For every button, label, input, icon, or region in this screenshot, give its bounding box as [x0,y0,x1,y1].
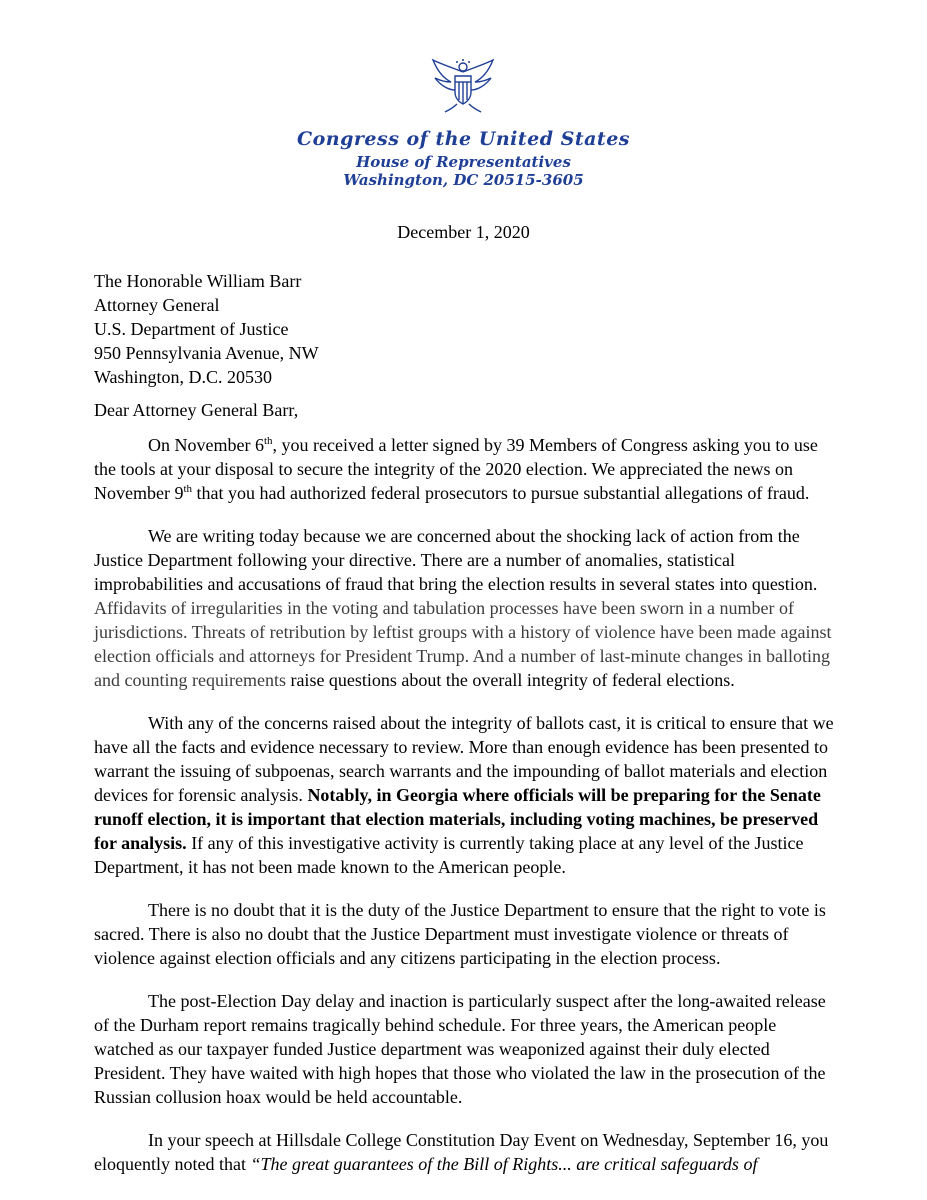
recipient-address [94,269,319,389]
letterhead-congress: Congress of the United States [297,128,630,150]
letter-date: December 1, 2020 [397,222,530,242]
paragraph-6: In your speech at Hillsdale College Constitution Day Event on Wednesday, September 16, you eloquently noted that “The great guarantees of the Bill of Rights... are critical safeguards of [94,1130,829,1174]
paragraph-3: With any of the concerns raised about the integrity of ballots cast, it is critical to ensure that we have all the facts and evidence necessary to review. More than enough evidence has been presented to warrant the issuing of subpoenas, search warrants and the impounding of ballot materials and election devices for forensic analysis. Notably, in Georgia where officials will be preparing for the Senate runoff election, it is important that election materials, including voting machines, be preserved for analysis. If any of this investigative activity is currently taking place at any level of the Justice Department, it has not been made known to the American people. [94,713,834,877]
recipient-name: The Honorable William Barr [94,271,302,291]
recipient-street: 950 Pennsylvania Avenue, NW [94,343,319,363]
recipient-title: Attorney General [94,295,220,315]
salutation: Dear Attorney General Barr, [94,400,299,420]
letter-body [94,433,838,1195]
quote-italic: “The great guarantees of the Bill of Rights... are critical safeguards of [250,1154,758,1174]
recipient-department: U.S. Department of Justice [94,319,289,339]
paragraph-1: On November 6th, you received a letter signed by 39 Members of Congress asking you to use the tools at your disposal to secure the integrity of the 2020 election. We appreciated the news on November 9th that you had authorized federal prosecutors to pursue substantial allegations of fraud. [94,435,818,503]
eagle-seal-icon [431,58,495,114]
letterhead-house: House of Representatives [356,153,571,171]
recipient-city: Washington, D.C. 20530 [94,367,273,387]
letterhead-address: Washington, DC 20515-3605 [343,171,584,189]
paragraph-5: The post-Election Day delay and inaction is particularly suspect after the long-awaited release of the Durham report remains tragically behind schedule. For three years, the American people watched as our taxpayer funded Justice department was weaponized against their duly elected President. They have waited with high hopes that those who violated the law in the prosecution of the Russian collusion hoax would be held accountable. [94,991,826,1107]
paragraph-4: There is no doubt that it is the duty of the Justice Department to ensure that the right to vote is sacred. There is also no doubt that the Justice Department must investigate violence or threats of violence against election officials and any citizens participating in the election process. [94,900,826,968]
emphasis-georgia: Notably, in Georgia where officials will be preparing for the Senate runoff election, it is important that election materials, including voting machines, be preserved for analysis. [94,785,821,853]
paragraph-2: We are writing today because we are concerned about the shocking lack of action from the Justice Department following your directive. There are a number of anomalies, statistical improbabilities and accusations of fraud that bring the election results in several states into question. Affidavits of irregularities in the voting and tabulation processes have been sworn in a number of jurisdictions. Threats of retribution by leftist groups with a history of violence have been made against election officials and attorneys for President Trump. And a number of last-minute changes in balloting and counting requirements raise questions about the overall integrity of federal elections. [94,526,832,690]
